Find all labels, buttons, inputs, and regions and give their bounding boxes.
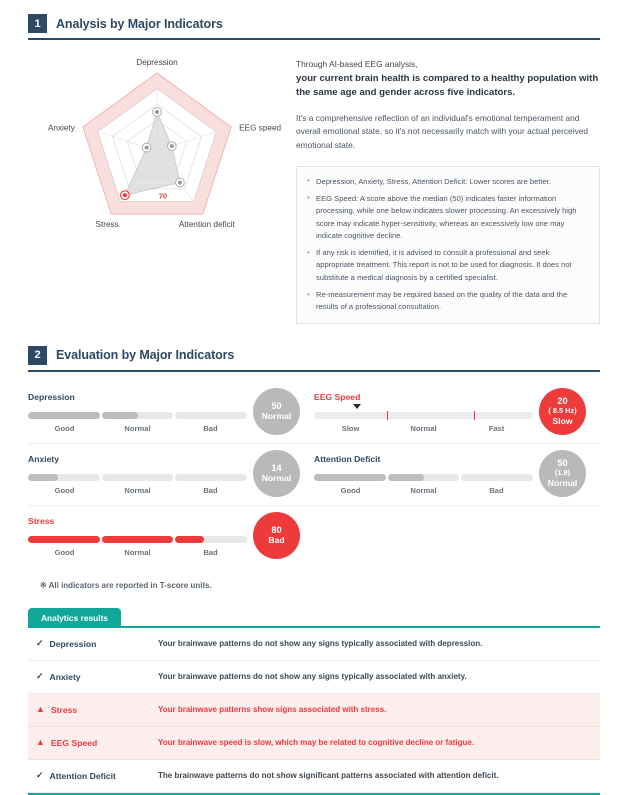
- gauge-bar-segment: [175, 474, 247, 481]
- result-name: [36, 705, 158, 715]
- gauge-score-value: 80: [271, 524, 282, 535]
- gauge-score-badge: [539, 450, 586, 497]
- result-row: [28, 727, 600, 760]
- gauge-score-badge: [253, 388, 300, 435]
- result-name-label: Attention Deficit: [49, 770, 116, 781]
- result-name: [36, 738, 158, 748]
- radar-data-point: [123, 193, 127, 197]
- section-2-number: 2: [28, 346, 47, 365]
- gauge-scale-label: Normal: [124, 547, 151, 557]
- gauge-bar-segment: [388, 474, 460, 481]
- result-message: Your brainwave patterns do not show any signs typically associated with depression.: [158, 639, 483, 649]
- result-name-label: Anxiety: [49, 671, 81, 682]
- gauge-scale: [28, 424, 247, 433]
- check-icon: ✓: [36, 638, 44, 649]
- radar-axis-label: Attention deficit: [178, 220, 235, 230]
- results-rows: [28, 628, 600, 793]
- gauge-label: Anxiety: [28, 453, 60, 464]
- result-name: [36, 672, 158, 682]
- notes-box: [296, 166, 600, 324]
- check-icon: ✓: [36, 770, 44, 781]
- gauge-score-badge: [253, 450, 300, 497]
- result-name-label: Depression: [49, 638, 97, 649]
- gauge-scale-label: Normal: [410, 423, 437, 433]
- result-name: [36, 771, 158, 781]
- radar-data-polygon: [125, 112, 180, 195]
- gauge-bar-segment: [28, 536, 100, 543]
- warning-icon: ▲: [36, 737, 45, 748]
- gauge-scale-label: Slow: [341, 423, 360, 433]
- gauge-scale: [28, 548, 247, 557]
- section-1-header: [0, 0, 618, 33]
- gauge-scale-label: Bad: [489, 485, 504, 495]
- radar-data-point: [155, 110, 159, 114]
- gauge-bar-fill: [175, 536, 204, 543]
- radar-axis-label: Stress: [95, 220, 119, 230]
- gauge-inner: [28, 453, 300, 497]
- gauge-inner: [28, 391, 300, 435]
- gauge-label: Attention Deficit: [314, 453, 381, 464]
- gauge-score-value: 20: [557, 396, 568, 407]
- result-name-label: EEG Speed: [50, 737, 98, 748]
- radar-chart: [28, 46, 286, 324]
- gauge-main: [314, 453, 533, 495]
- gauge-scale-label: Bad: [203, 485, 218, 495]
- gauge-score-sub: ( 8.5 Hz): [548, 406, 577, 416]
- section-2-header: [0, 324, 618, 365]
- gauge-bar-fill: [28, 474, 58, 481]
- gauge-score-value: 14: [271, 462, 282, 473]
- check-icon: ✓: [36, 671, 44, 682]
- gauge-anxiety: [28, 444, 314, 506]
- result-name: [36, 639, 158, 649]
- radar-data-point: [178, 180, 182, 184]
- gauge-stress: [28, 506, 314, 567]
- note-item: • EEG Speed: A score above the median (50) indicates faster information processing, while one below indicates slower processing. An excessively high score may indicate hyper-sensitivity, whereas an excessively low one may indicate cognitive decline.: [306, 193, 588, 242]
- gauge-score-value: 50: [271, 400, 282, 411]
- tab-analytics-results[interactable]: Analytics results: [28, 608, 121, 628]
- results-bottom-rule: [28, 793, 600, 795]
- result-message: Your brainwave patterns show signs associated with stress.: [158, 705, 387, 715]
- note-item: • Re-measurement may be required based on the quality of the data and the results of a professional consultation.: [306, 289, 588, 314]
- gauge-score-sub: (1.9): [554, 468, 571, 478]
- gauge-bar-fill: [102, 536, 174, 543]
- gauge-track: [314, 412, 533, 419]
- gauge-marker-icon: [353, 404, 361, 409]
- gauge-bar-segment: [28, 412, 100, 419]
- gauge-depression: [28, 382, 314, 444]
- result-message: The brainwave patterns do not show significant patterns associated with attention deficit.: [158, 771, 499, 781]
- gauge-bar-segment: [102, 412, 174, 419]
- note-item: • Depression, Anxiety, Stress, Attention Deficit: Lower scores are better.: [306, 176, 588, 188]
- gauge-scale: [314, 424, 533, 433]
- gauge-attention-deficit: [314, 444, 600, 506]
- gauge-scale-label: Bad: [203, 423, 218, 433]
- gauge-scale: [28, 486, 247, 495]
- section-1-body: [0, 40, 618, 324]
- radar-chart-svg: [28, 46, 286, 261]
- gauge-bar-segment: [314, 474, 386, 481]
- gauge-scale-label: Good: [340, 485, 361, 495]
- radar-axis-label: Anxiety: [47, 123, 75, 133]
- gauge-score-value: 50: [557, 458, 568, 469]
- intro-paragraph: It's a comprehensive reflection of an individual's emotional temperament and overall emotional state, so it's not necessarily match with your actual perceived emotional state.: [296, 112, 589, 151]
- gauge-status-text: Normal: [547, 477, 578, 488]
- analytics-results: [0, 608, 618, 795]
- tscore-footnote: ※ All indicators are reported in T-score units.: [40, 580, 212, 590]
- gauge-inner: [314, 391, 586, 435]
- intro-headline: your current brain health is compared to a healthy population with the same age and gender across five indicators.: [296, 73, 599, 99]
- gauge-scale-label: Bad: [203, 547, 218, 557]
- gauge-status-text: Bad: [268, 535, 285, 546]
- result-name-label: Stress: [50, 704, 78, 715]
- gauge-scale-label: Good: [54, 485, 75, 495]
- gauge-bar: [28, 536, 247, 543]
- gauge-main: [28, 453, 247, 495]
- section-1-title: Analysis by Major Indicators: [56, 16, 223, 31]
- gauge-bar-fill: [28, 412, 100, 419]
- gauge-bar-segment: [175, 412, 247, 419]
- gauge-scale: [314, 486, 533, 495]
- gauge-label: Stress: [28, 515, 55, 526]
- gauge-scale-label: Normal: [410, 485, 437, 495]
- gauge-scale-label: Good: [54, 547, 75, 557]
- gauge-inner: [314, 453, 586, 497]
- result-row: [28, 760, 600, 793]
- gauge-bar-segment: [102, 536, 174, 543]
- gauge-bar-fill: [102, 412, 138, 419]
- gauge-main: [28, 515, 247, 557]
- gauge-main: [28, 391, 247, 433]
- gauge-scale-label: Normal: [124, 423, 151, 433]
- gauge-tick: [474, 411, 475, 420]
- gauge-grid: [28, 382, 600, 567]
- gauge-bar: [28, 474, 247, 481]
- radar-value-label: 70: [158, 191, 168, 201]
- gauge-bar-segment: [175, 536, 247, 543]
- result-message: Your brainwave speed is slow, which may be related to cognitive decline or fatigue.: [158, 738, 475, 748]
- gauge-status-text: Normal: [261, 473, 292, 484]
- gauge-bar-fill: [28, 536, 100, 543]
- radar-axis-label: EEG speed: [239, 123, 282, 133]
- gauge-eeg-speed: [314, 382, 600, 444]
- gauge-bar-segment: [102, 474, 174, 481]
- gauge-scale-label: Good: [54, 423, 75, 433]
- gauge-tick: [387, 411, 388, 420]
- gauge-grid-filler: [314, 506, 600, 567]
- notes-list: [306, 176, 588, 314]
- warning-icon: ▲: [36, 704, 45, 715]
- intro-line: Through AI-based EEG analysis,: [296, 59, 418, 69]
- gauge-status-text: Normal: [261, 411, 292, 422]
- radar-data-point: [145, 146, 149, 150]
- results-tab-rule: [121, 626, 600, 628]
- section-1-number: 1: [28, 14, 47, 33]
- section-2-body: [0, 372, 618, 590]
- result-row: [28, 694, 600, 727]
- gauge-scale-label: Fast: [488, 423, 505, 433]
- gauge-bar: [28, 412, 247, 419]
- radar-data-point: [170, 144, 174, 148]
- gauge-bar-fill: [314, 474, 386, 481]
- gauge-inner: [28, 515, 300, 559]
- note-item: • If any risk is identified, it is advised to consult a professional and seek appropriate treatment. This report is not to be used for diagnosis. It does not substitute a medical diagnosis by a certified specialist.: [306, 247, 588, 284]
- gauge-status-text: Slow: [552, 415, 573, 426]
- radar-axis-label: Depression: [136, 58, 178, 67]
- gauge-bar-fill: [388, 474, 424, 481]
- gauge-score-badge: [253, 512, 300, 559]
- gauge-main: [314, 391, 533, 433]
- result-message: Your brainwave patterns do not show any signs typically associated with anxiety.: [158, 672, 467, 682]
- gauge-bar-segment: [28, 474, 100, 481]
- section-2-title: Evaluation by Major Indicators: [56, 348, 235, 363]
- gauge-bar-segment: [461, 474, 533, 481]
- result-row: [28, 661, 600, 694]
- result-row: [28, 628, 600, 661]
- gauge-label: Depression: [28, 391, 75, 402]
- gauge-score-badge: [539, 388, 586, 435]
- section-1-text: [286, 46, 600, 324]
- gauge-bar: [314, 412, 533, 419]
- gauge-bar: [314, 474, 533, 481]
- gauge-label: EEG Speed: [314, 391, 361, 402]
- gauge-scale-label: Normal: [124, 485, 151, 495]
- results-tab-row: [28, 608, 600, 628]
